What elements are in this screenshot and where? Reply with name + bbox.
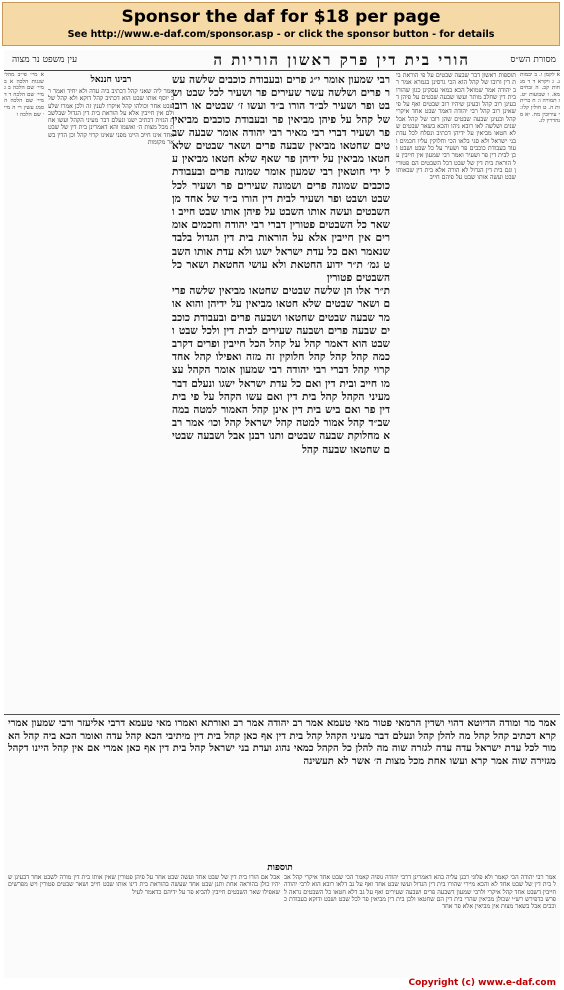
tosafot-label: תוספות: [267, 863, 293, 873]
sponsor-banner[interactable]: [2, 2, 560, 46]
gemara-text-middle: ת״ר אלו הן שלשה שבטים שחטאו מביאין שלשה פרים ושאר שבטים שלא חטאו מביאין על ידיהן והוא אומר שבעה שבטים שחטאו ושבעה פרים ובעבודת כוכבים שבעה פרים ושבעה שעירים לבית דין ולכל שבט ושבט הוא דאמר קהל על קהל הכל חייבין ופרים דקרב כמה קהל קהל קהל חלוקין זה מזה ואפילו קהל אחד קרוי קהל דברי רבי יהודה רבי שמעון אומר הקהל עצמו חייב ובית דין ואם כל עדת ישראל ישגו ונעלם דבר מעיני הקהל קהל בית דין ואם עשו הקהל על פי בית דין פר ואם ביש בית דין אינן קהל האמור למטה במה שב״ד קהל אמור למטה קהל ישראל קהל וכו׳ אמר רבא מחלוקת שבעה שבטים ותנו רבנן אבל ושבעה שבטים שחטאו שבעה קהל: [172, 285, 390, 456]
header-mesoret-label: מסורת הש״ס: [510, 55, 556, 65]
tosafot-text: תוספות ראשון דבר שבעה שבטים על פי הוראת בית דין ורובו של קהל הוא הכי גרסינן בגמרא אמר רב יהודה אמר שמואל הכא במאי עסקינן כגון שהורו בית דין שחלב מותר ועשו שבעה שבטים על פיהן דבעינן רוב קהל ובעינן שיהיו רוב שבטים ואף על פי שאינן רוב קהל רבי יהודה דאמר שבט אחד איקרי קהל ובעינן שבעה שבטים שהן רובו של קהל אבל שנים ושלשה לאו רובא ניהו והכא בשאר שבטים שלא חטאו מביאין על ידיהן דכתיב ונסלח לכל עדת בני ישראל ולא סגי בלאו הכי וחלוקין עליו חכמים ועוד בעבודת כוכבים פר ושעיר על כל שבט ושבט וכן לבית דין פר ושעיר ואמר רבי שמעון אין חייבין על הוראת בית דין של שבט דכל השבטים הם פטורין וגם בית דין הגדול לא הורה אלא בית דין שבאותו שבט ועשה אותו שבט על פיהם חייב: [396, 72, 516, 182]
copyright-link[interactable]: Copyright (c) www.e-daf.com: [408, 978, 556, 988]
mesoret-hashas-column: [520, 72, 560, 712]
tosafot-bottom-column: [284, 874, 556, 974]
rashi-bottom-column: [8, 874, 280, 974]
gemara-column: [172, 74, 390, 714]
rashi-bottom-text: אבל אם הורו בית דין של שבט אחד ועשה שבט אחר על פיהן פטורין שאין אותו בית דין מורה לשבט אחר דבעינן שיהיו כולן בהוראה אחת ותנן שבט אחד שעשה בהוראת בית דינו אותו שבט חייב ושאר שבטים פטורין ויש מפרשים שאפילו שאר השבטים חייבין להביא פר על ידיהם כדאמר לעיל: [8, 874, 280, 896]
gemara-continuation: [8, 718, 556, 858]
gemara-text-top: רבי שמעון אומר י״ג פרים ובעבודת כוכבים שלשה עשר פרים ושלשה עשר שעירים פר ושעיר לכל שבט ושבט ופר ושעיר לב״ד הורו ב״ד ועשו ז׳ שבטים או רובו של קהל על פיהן מביאין פר ובעבודת כוכבים מביאין פר ושעיר דברי רבי מאיר רבי יהודה אומר שבעה שבטים שחטאו מביאין שבעה פרים ושאר שבטים שלא חטאו מביאין על ידיהן פר שאף שלא חטאו מביאין על ידי חוטאין רבי שמעון אומר שמונה פרים ובעבודת כוכבים שמונה פרים ושמונה שעירים פר ושעיר לכל שבט ושבט ופר ושעיר לבית דין הורו ב״ד של אחד מן השבטים ועשה אותו השבט על פיהן אותו שבט חייב ושאר כל השבטים פטורין דברי רבי יהודה וחכמים אומרים אין חייבין אלא על הוראות בית דין הגדול בלבד שנאמר ואם כל עדת ישראל ישגו ולא עדת אותו השבט גמ׳ ת״ר ידוע החטאת ולא עושי החטאת ושאר כל השבטים פטורין: [172, 74, 390, 285]
rashi-text: אמר ליה שאני קהל דכתיב ביה עדה ולא יחיד ואמר רב יוסף אותו שבט הוא דכתיב קהל דוקא ולא קהל של שבט אחר וכולהו קהל איקרו לענין זה ולכן אמרו שלעולם אין חייבין אלא על הוראת בית דין הגדול שבלשכת הגזית דכתיב ישגו ונעלם דבר מעיני הקהל ועשו אחת מכל מצות ה׳ ואשמו והא דאמרינן בית דין של שבט אחד אינו חייב היינו מפני שאינו קרוי קהל וכן הדין בשאר מקומות: [48, 88, 174, 147]
mesoret-hashas-text: א לקמן ו. ב יבמות נ. ג ויקרא ד ד מנחות קב. ה זבחים מא. ו שבועות יט. ז תמורה ו: ח כריתות ה. ט חולין קלז: י עירובין מח. יא סנהדרין לג.: [520, 72, 560, 125]
sponsor-banner-title[interactable]: Sponsor the daf for $18 per page: [121, 7, 441, 27]
rashi-column: [48, 72, 174, 712]
ein-mishpat-text: א מיי׳ פי״ב מהל׳ שגגות הלכה א ב מיי׳ שם הלכה ב ג מיי׳ שם הלכה ד ד מיי׳ שם הלכה ה סמג עשין רי ה מיי׳ שם הלכה ו: [4, 72, 44, 118]
talmud-page: [4, 50, 560, 978]
tosafot-bottom-text: אמר רבי יהודה הכי קאמר ולא פלוגי רבנן עליה בהא דאמרינן דרבי יהודה גופיה קאמר הכי שבט אחד איקרי קהל אבל בית דין של שבט אחד לא והכא מיירי שהורו בית דין הגדול ועשו שבט אחד ואף על גב דלאו רובא הוא לרבי יהודה חייבין דשבט אחד קהל איקרי ולרבי שמעון דשבעה פרים ושבעה שעירים ואף על גב דלא חטאו כל השבטים נראה לפרש כדפירש רש״י שכולן מביאין שהרי בית דין הם שחטאו ולכן בית דין מביאין פר לכל שבט ושבט ודוקא בעבודת כוכבים אבל בשאר מצות אין מביאין אלא פר אחד: [284, 874, 556, 911]
page-title: הורי בית דין פרק ראשון הוריות ה: [213, 51, 470, 69]
gemara-text-bottom: אמר מר ומודה הדיוטא דהוי ושדין הרמאי פטור מאי טעמא אמר רב יהודה אמר רב ואורתא ואמרו מאי טעמא דרבי אליעזר ורבי שמעון אמרי קרא דכתיב קהל קהל מה להלן קהל ונעלם דבר מעיני הקהל קהל בית דין אף כאן קהל בית דין מיתיבי הכא קהל עדה ואומר הכא ביה קהל האמור לכל עדת ישראל עדה עדה לגזרה שוה מה להלן כל הקהל כמאי נהוג ועדת בני ישראל קהל בית דין אף כאן אמרי אם אין קהל היינו דקהל מגזירה שוה אמר קרא ועשו אחת מכל מצות ה׳ אשר לא תעשינה: [8, 718, 556, 767]
ein-mishpat-column: [4, 72, 44, 712]
rabbeinu-chananel-label: רבינו חננאל: [90, 75, 132, 85]
section-divider: [4, 714, 560, 715]
header-ein-mishpat-label: עין משפט נר מצוה: [12, 55, 78, 65]
page-header: [4, 50, 560, 71]
sponsor-banner-subtitle[interactable]: See http://www.e-daf.com/sponsor.asp - or click the sponsor button - for details: [67, 29, 495, 40]
tosafot-heading-box: [200, 860, 360, 874]
tosafot-column: [396, 72, 516, 712]
